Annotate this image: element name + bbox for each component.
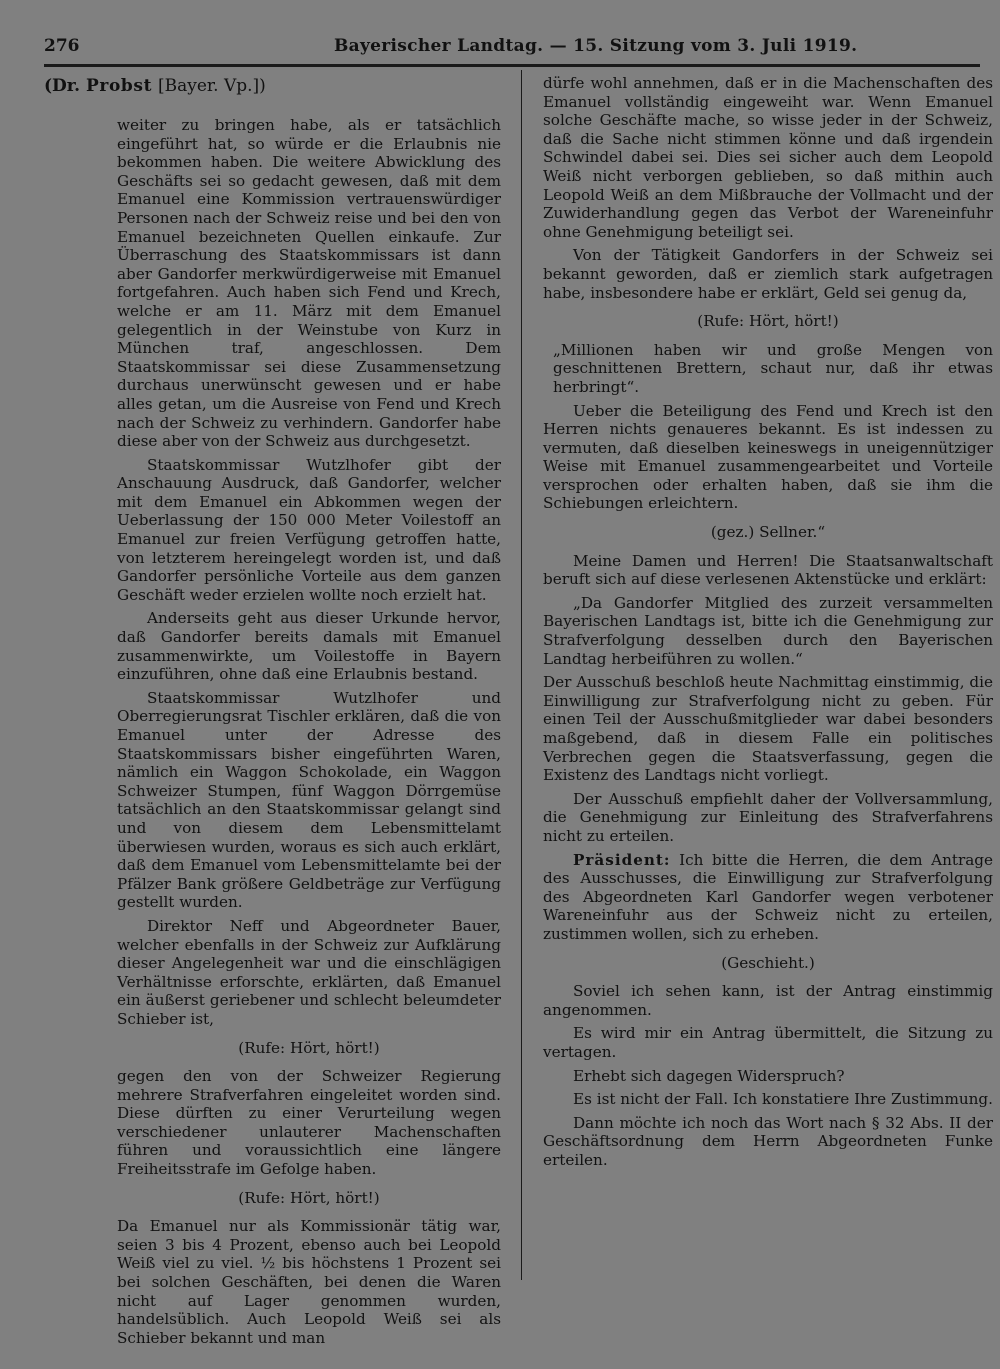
quotation: „Da Gandorfer Mitglied des zurzeit versammelten Bayerischen Landtags ist, bitte ich die Genehmigung zur Strafverfolgung desselben durch den Bayerischen Landtag herbeiführen zu wollen.“ xyxy=(543,593,993,668)
interjection: (Rufe: Hört, hört!) xyxy=(238,1188,380,1207)
paragraph: Direktor Neff und Abgeordneter Bauer, welcher ebenfalls in der Schweiz zur Aufklärung dieser Angelegenheit war und die einschlägigen Verhältnisse erforschte, erklärten, daß Emanuel ein äußerst geriebener und schlecht beleumdeter Schieber ist, xyxy=(117,916,501,1028)
right-column xyxy=(543,74,993,1174)
paragraph: Von der Tätigkeit Gandorfers in der Schweiz sei bekannt geworden, daß er ziemlich stark aufgetragen habe, insbesondere habe er erklärt, Geld sei genug da, xyxy=(543,246,993,302)
quotation: „Millionen haben wir und große Mengen von geschnittenen Brettern, schaut nur, daß ihr etwas herbringt“. xyxy=(553,340,993,396)
signature: (gez.) Sellner.“ xyxy=(710,523,826,542)
paragraph: Staatskommissar Wutzlhofer und Oberregierungsrat Tischler erklären, daß die von Emanuel unter der Adresse des Staatskommissars bisher eingeführten Waren, nämlich ein Waggon Schokolade, ein Waggon Schweizer Stumpen, fünf Waggon Dörrgemüse tatsächlich an den Staatskommissar gelangt sind und von diesem dem Lebensmittelamt überwiesen wurden, woraus es sich auch erklärt, daß dem Emanuel vom Lebensmittelamte bei der Pfälzer Bank größere Geldbeträge zur Verfügung gestellt wurden. xyxy=(117,688,501,912)
interjection: (Rufe: Hört, hört!) xyxy=(238,1038,380,1057)
paragraph: Dann möchte ich noch das Wort nach § 32 Abs. II der Geschäftsordnung dem Herrn Abgeordneten Funke erteilen. xyxy=(543,1113,993,1169)
paragraph: Staatskommissar Wutzlhofer gibt der Anschauung Ausdruck, daß Gandorfer, welcher mit dem Emanuel ein Abkommen wegen der Ueberlassung der 150 000 Meter Voilestoff an Emanuel zur freien Verfügung getroffen hatte, von letzterem hereingelegt worden ist, und daß Gandorfer persönliche Vorteile aus dem ganzen Geschäft weder erzielen wollte noch erzielt hat. xyxy=(117,455,501,604)
paragraph: weiter zu bringen habe, als er tatsächlich eingeführt hat, so würde er die Erlaubnis nie bekommen haben. Die weitere Abwicklung des Geschäfts sei so gedacht gewesen, daß mit dem Emanuel eine Kommission vertrauenswürdiger Personen nach der Schweiz reise und bei den von Emanuel bezeichneten Quellen einkaufe. Zur Überraschung des Staatskommissars ist dann aber Gandorfer merkwürdigerweise mit Emanuel fortgefahren. Auch haben sich Fend und Krech, welche er am 11. März mit dem Emanuel gelegentlich in der Weinstube von Kurz in München traf, angeschlossen. Dem Staatskommissar sei diese Zusammensetzung durchaus unerwünscht gewesen und er habe alles getan, um die Ausreise von Fend und Krech nach der Schweiz zu verhindern. Gandorfer habe diese aber von der Schweiz aus durchgesetzt. xyxy=(117,116,501,451)
president-label: Präsident: xyxy=(573,850,671,869)
interjection: (Rufe: Hört, hört!) xyxy=(697,312,839,331)
running-title: Bayerischer Landtag. — 15. Sitzung vom 3. Juli 1919. xyxy=(334,36,858,56)
left-column xyxy=(117,116,501,1352)
paragraph: Erhebt sich dagegen Widerspruch? xyxy=(573,1066,845,1085)
page-number: 276 xyxy=(44,36,80,56)
paragraph: dürfe wohl annehmen, daß er in die Machenschaften des Emanuel vollständig eingeweiht war. Wenn Emanuel solche Geschäfte mache, so wisse jeder in der Schweiz, daß die Sache nicht stimmen könne und daß irgendein Schwindel dabei sei. Dies sei sicher auch dem Leopold Weiß nicht verborgen geblieben, so daß mithin auch Leopold Weiß an dem Mißbrauche der Vollmacht und der Zuwiderhandlung gegen das Verbot der Wareneinfuhr ohne Genehmigung beteiligt sei. xyxy=(543,74,993,241)
speaker-name: Probst xyxy=(86,76,153,96)
president-paragraph xyxy=(543,851,993,944)
paragraph: Soviel ich sehen kann, ist der Antrag einstimmig angenommen. xyxy=(543,982,993,1019)
page-header xyxy=(44,30,980,67)
paragraph: Es wird mir ein Antrag übermittelt, die Sitzung zu vertagen. xyxy=(543,1024,993,1061)
speaker-party: [Bayer. Vp.]) xyxy=(157,76,266,96)
paragraph: Der Ausschuß empfiehlt daher der Vollversammlung, die Genehmigung zur Einleitung des Strafverfahrens nicht zu erteilen. xyxy=(543,789,993,845)
paragraph: gegen den von der Schweizer Regierung mehrere Strafverfahren eingeleitet worden sind. Diese dürften zu einer Verurteilung wegen verschiedener unlauterer Machenschaften führen und voraussichtlich eine längere Freiheitsstrafe im Gefolge haben. xyxy=(117,1067,501,1179)
speaker-line xyxy=(44,76,266,96)
column-divider xyxy=(521,70,522,1280)
paragraph: Anderseits geht aus dieser Urkunde hervor, daß Gandorfer bereits damals mit Emanuel zusammenwirkte, um Voilestoffe in Bayern einzuführen, ohne daß eine Erlaubnis bestand. xyxy=(117,609,501,684)
paragraph: Es ist nicht der Fall. Ich konstatiere Ihre Zustimmung. xyxy=(573,1090,993,1109)
paragraph: Da Emanuel nur als Kommissionär tätig war, seien 3 bis 4 Prozent, ebenso auch bei Leopold Weiß viel zu viel. ½ bis höchstens 1 Prozent sei bei solchen Geschäften, bei denen die Waren nicht auf Lager genommen wurden, handelsüblich. Auch Leopold Weiß sei als Schieber bekannt und man xyxy=(117,1217,501,1347)
president-text: Ich bitte die Herren, die dem Antrage des Ausschusses, die Einwilligung zur Strafverfolgung des Abgeordneten Karl Gandorfer wegen verbotener Wareneinfuhr aus der Schweiz nicht zu erteilen, zustimmen wollen, sich zu erheben. xyxy=(543,850,993,943)
speaker-prefix: (Dr. xyxy=(44,76,81,96)
paragraph: Meine Damen und Herren! Die Staatsanwaltschaft beruft sich auf diese verlesenen Aktenstücke und erklärt: xyxy=(543,551,993,589)
paragraph: Der Ausschuß beschloß heute Nachmittag einstimmig, die Einwilligung zur Strafverfolgung nicht zu geben. Für einen Teil der Ausschußmitglieder war dabei besonders maßgebend, daß in diesem Falle ein politisches Verbrechen gegen die Staatsverfassung, gegen die Existenz des Landtags nicht vorliegt. xyxy=(543,673,993,785)
interjection: (Geschieht.) xyxy=(721,953,815,972)
paragraph: Ueber die Beteiligung des Fend und Krech ist den Herren nichts genaueres bekannt. Es ist indessen zu vermuten, daß dieselben keineswegs in uneigennütziger Weise mit Emanuel zusammengearbeitet und Vorteile versprochen oder erhalten haben, daß sie ihm die Schiebungen erleichtern. xyxy=(543,401,993,513)
